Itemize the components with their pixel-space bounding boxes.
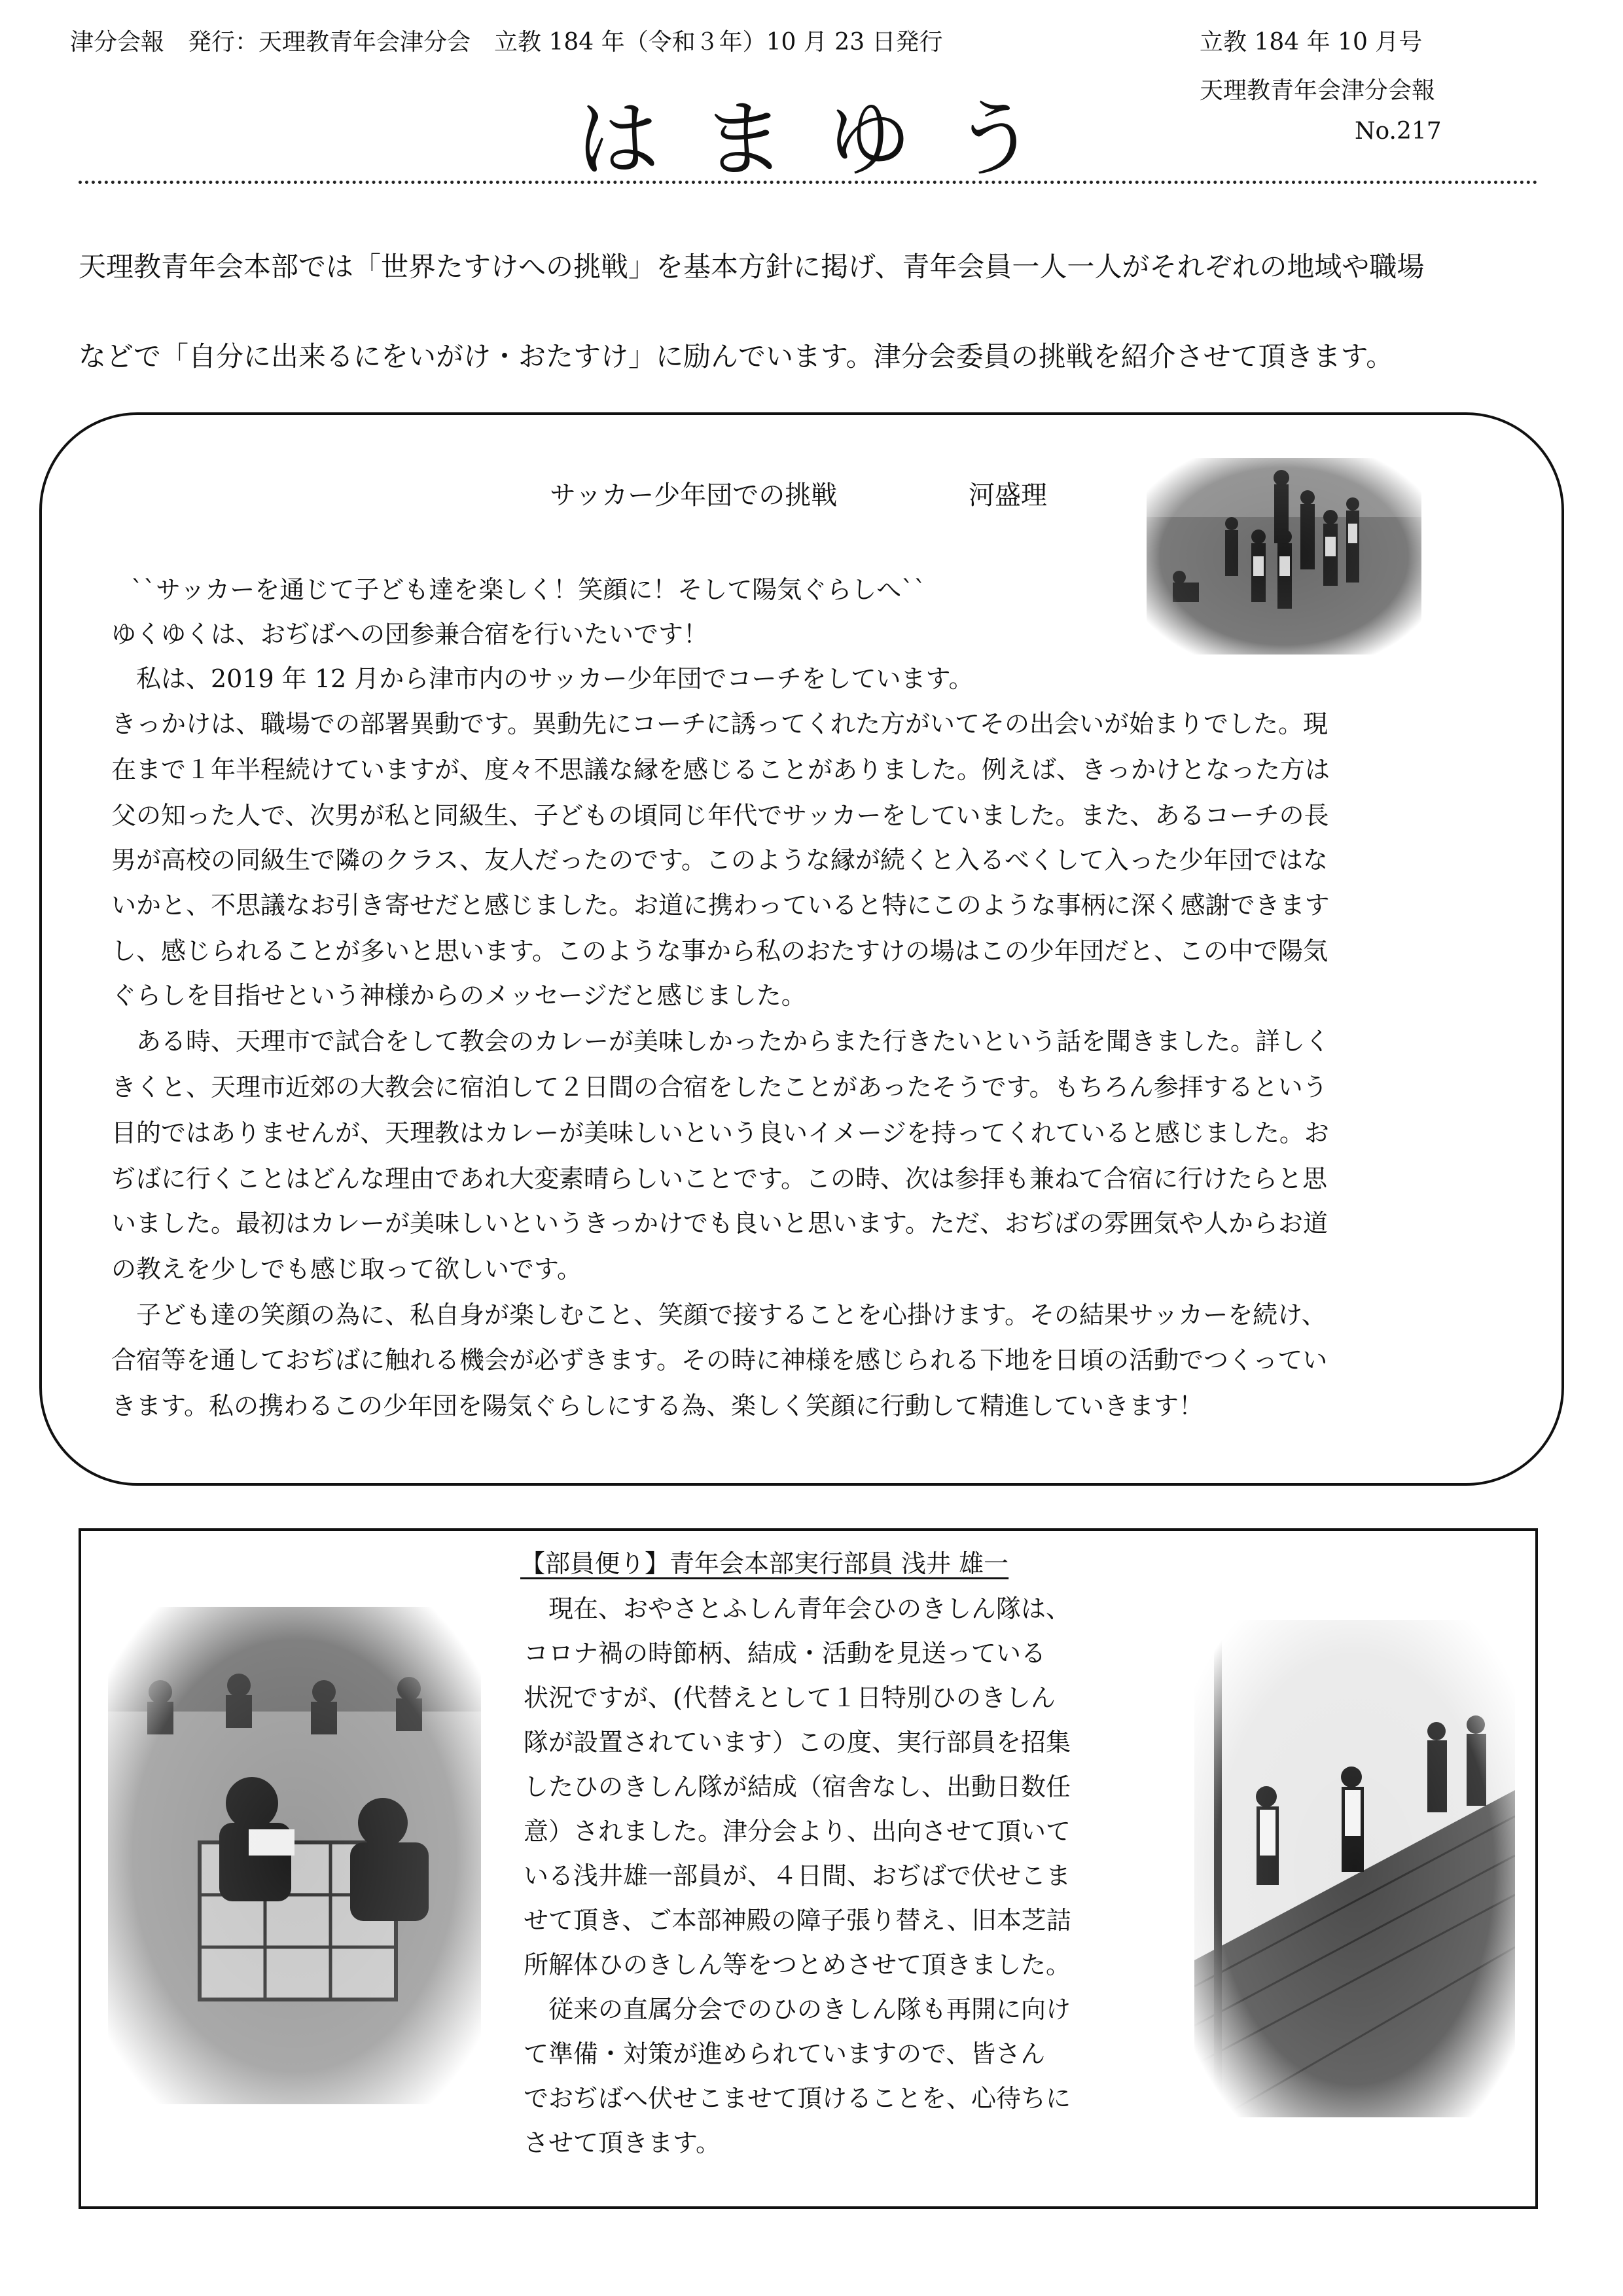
volunteer-work-photo-left	[108, 1607, 481, 2104]
article-line: ある時、天理市で試合をして教会のカレーが美味しかったからまた行きたいという話を聞きました。詳しく	[111, 1027, 1330, 1056]
article-line: ゆくゆくは、おぢばへの団参兼合宿を行いたいです！	[111, 620, 709, 649]
article-line: ``サッカーを通じて子ども達を楽しく！笑顔に！そして陽気ぐらしへ``	[131, 575, 927, 604]
masthead-title: はまゆう	[576, 91, 1079, 188]
member-news-line: いる浅井雄一部員が、４日間、おぢばで伏せこま	[524, 1861, 1071, 1890]
article-line: 父の知った人で、次男が私と同級生、子どもの頃同じ年代でサッカーをしていました。また、あるコーチの長	[111, 801, 1329, 830]
article-line: きくと、天理市近郊の大教会に宿泊して２日間の合宿をしたことがあったそうです。もちろん参拝するという	[111, 1073, 1328, 1102]
article-line: いかと、不思議なお引き寄せだと感じました。お道に携わっていると特にこのような事柄に深く感謝できます	[111, 891, 1330, 920]
member-news-line: 所解体ひのきしん等をつとめさせて頂きました。	[524, 1950, 1071, 1979]
article-line: し、感じられることが多いと思います。このような事から私のおたすけの場はこの少年団だと、この中で陽気	[111, 937, 1328, 965]
member-news-line: したひのきしん隊が結成（宿舎なし、出動日数任	[524, 1772, 1071, 1801]
member-news-line: て準備・対策が進められていますので、皆さん	[524, 2039, 1046, 2068]
member-news-line: でおぢばへ伏せこませて頂けることを、心待ちに	[524, 2084, 1071, 2113]
article-line: 目的ではありませんが、天理教はカレーが美味しいという良いイメージを持ってくれていると感じました。お	[111, 1119, 1329, 1147]
member-news-line: 状況ですが、(代替えとして１日特別ひのきしん	[524, 1683, 1056, 1712]
article-line: ぢばに行くことはどんな理由であれ大変素晴らしいことです。この時、次は参拝も兼ねて合宿に行けたらと思	[111, 1164, 1328, 1193]
article-line: の教えを少しでも感じ取って欲しいです。	[111, 1255, 582, 1283]
paper-name: 天理教青年会津分会報	[1200, 77, 1436, 104]
soccer-team-photo	[1147, 458, 1421, 655]
member-news-line: せて頂き、ご本部神殿の障子張り替え、旧本芝詰	[524, 1906, 1071, 1935]
issue-number: No.217	[1355, 118, 1442, 145]
article-line: 男が高校の同級生で隣のクラス、友人だったのです。このような縁が続くと入るべくして入った少年団ではな	[111, 846, 1328, 874]
intro-line-1: 天理教青年会本部では「世界たすけへの挑戦」を基本方針に掲げ、青年会員一人一人がそれぞれの地域や職場	[79, 251, 1425, 283]
article-line: ぐらしを目指せという神様からのメッセージだと感じました。	[111, 981, 806, 1010]
publication-info: 津分会報 発行：天理教青年会津分会 立教 184 年（令和３年）10 月 23 日発行	[70, 29, 943, 56]
header-divider	[79, 181, 1538, 184]
member-news-line: させて頂きます。	[524, 2128, 721, 2157]
intro-line-2: などで「自分に出来るにをいがけ・おたすけ」に励んでいます。津分会委員の挑戦を紹介させて頂きます。	[79, 340, 1394, 372]
article-line: 子ども達の笑顔の為に、私自身が楽しむこと、笑顔で接することを心掛けます。その結果サッカーを続け、	[111, 1300, 1327, 1329]
article-line: 私は、2019 年 12 月から津市内のサッカー少年団でコーチをしています。	[111, 664, 974, 693]
volunteer-work-photo-right	[1194, 1620, 1515, 2117]
member-news-line: 隊が設置されています）この度、実行部員を招集	[524, 1728, 1071, 1757]
article-author: 河盛理	[969, 480, 1047, 511]
article-line: きます。私の携わるこの少年団を陽気ぐらしにする為、楽しく笑顔に行動して精進していきます！	[111, 1391, 1204, 1420]
member-news-line: 意）されました。津分会より、出向させて頂いて	[524, 1817, 1071, 1846]
article-title: サッカー少年団での挑戦	[550, 480, 838, 511]
member-news-line: 従来の直属分会でのひのきしん隊も再開に向け	[524, 1995, 1071, 2024]
member-news-line: 現在、おやさとふしん青年会ひのきしん隊は、	[524, 1594, 1071, 1623]
member-news-line: コロナ禍の時節柄、結成・活動を見送っている	[524, 1639, 1046, 1668]
article-line: きっかけは、職場での部署異動です。異動先にコーチに誘ってくれた方がいてその出会いが始まりでした。現	[111, 709, 1328, 738]
member-news-heading: 【部員便り】青年会本部実行部員 浅井 雄一	[520, 1549, 1009, 1578]
article-line: 合宿等を通しておぢばに触れる機会が必ずきます。その時に神様を感じられる下地を日頃の活動でつくってい	[111, 1346, 1328, 1374]
article-line: 在まで１年半程続けていますが、度々不思議な縁を感じることがありました。例えば、きっかけとなった方は	[111, 755, 1330, 784]
issue-month: 立教 184 年 10 月号	[1200, 29, 1423, 56]
article-line: いました。最初はカレーが美味しいというきっかけでも良いと思います。ただ、おぢばの雰囲気や人からお道	[111, 1209, 1328, 1238]
